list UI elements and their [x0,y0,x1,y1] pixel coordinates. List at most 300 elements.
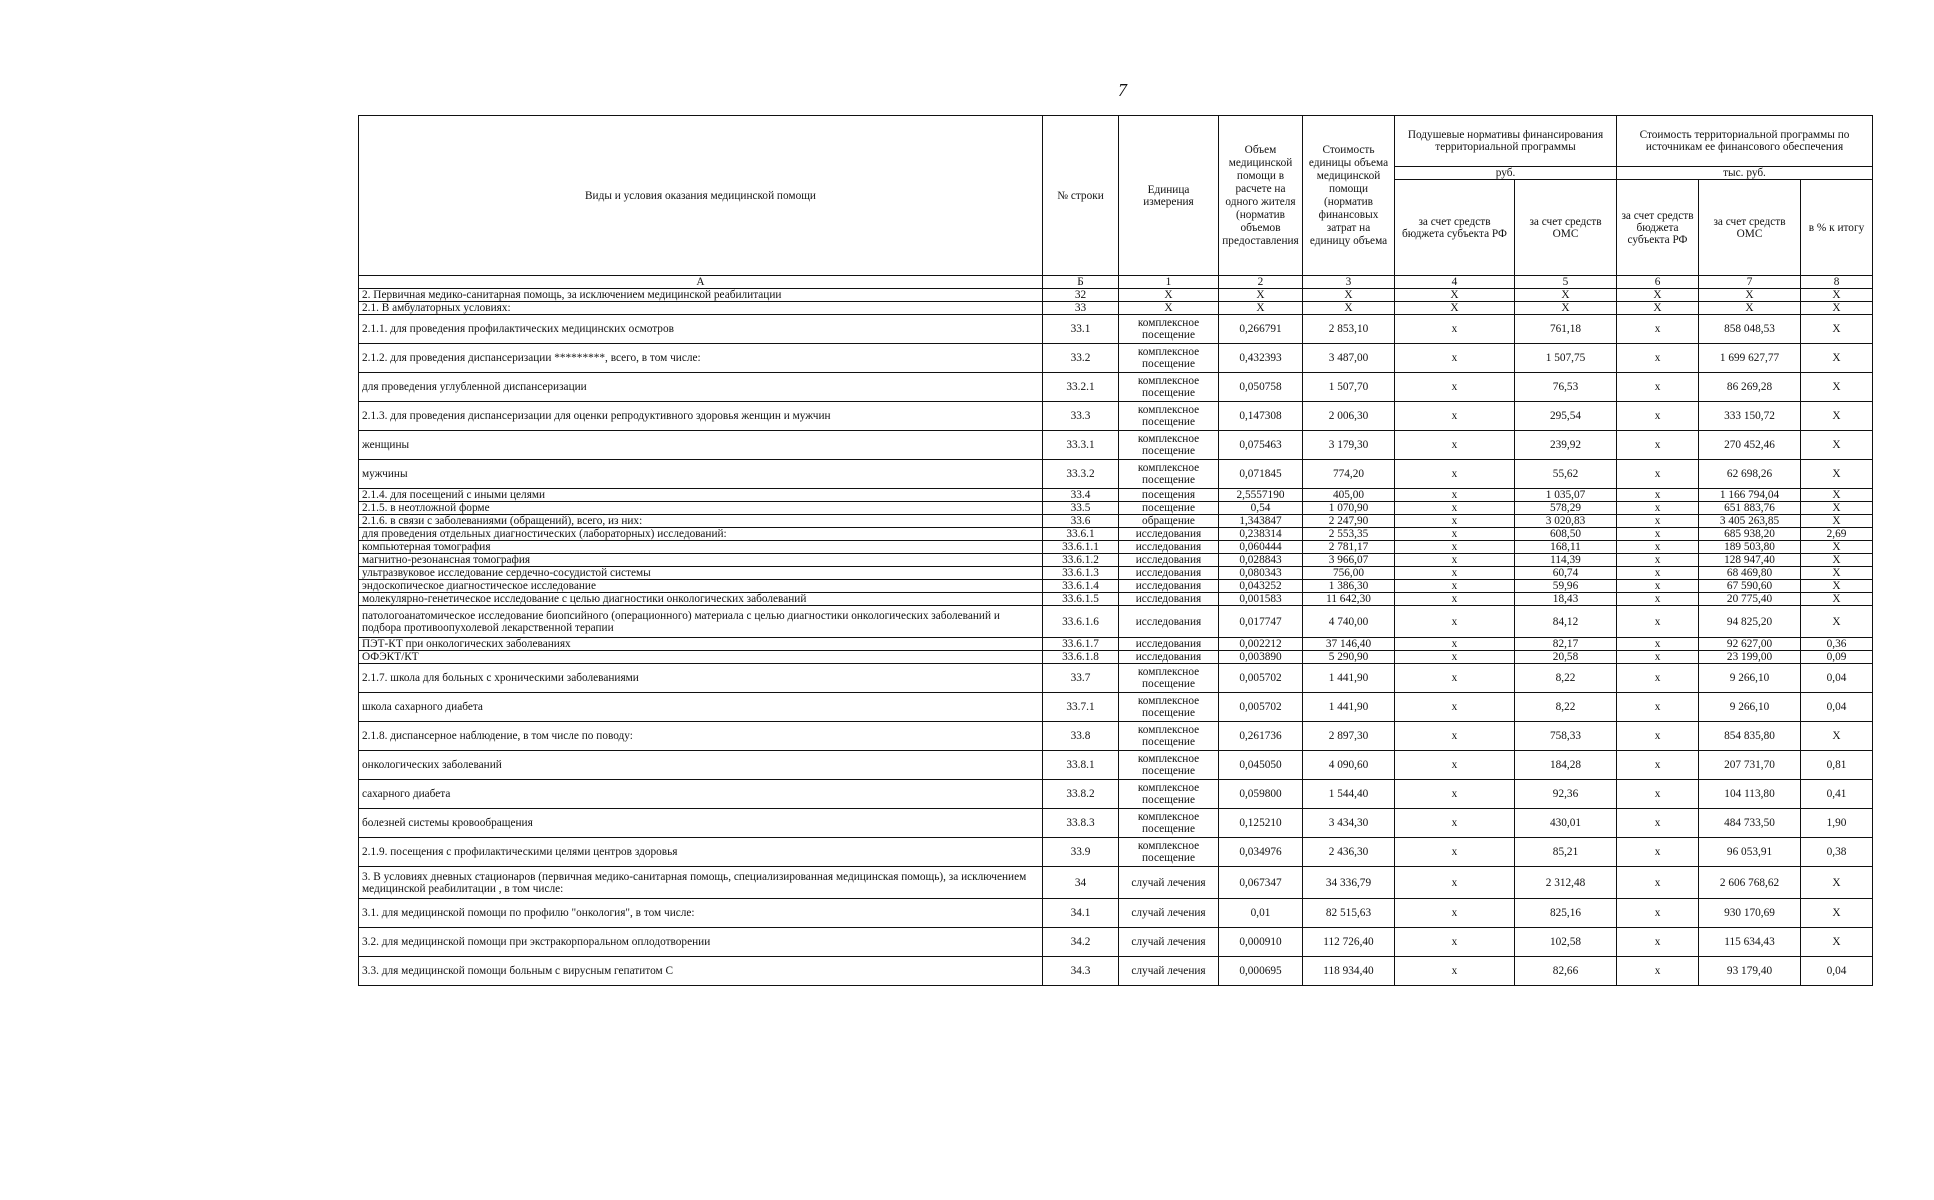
row-cost-oms: Х [1699,289,1801,302]
row-pc-budget: х [1395,567,1515,580]
row-pc-oms: 84,12 [1515,606,1617,638]
row-cost-budget: х [1617,402,1699,431]
row-cost-oms: 128 947,40 [1699,554,1801,567]
row-pc-budget: х [1395,838,1515,867]
row-cost-budget: х [1617,431,1699,460]
row-volume: Х [1219,302,1303,315]
row-volume: 0,147308 [1219,402,1303,431]
row-code: 33.7 [1043,664,1119,693]
row-volume: 0,067347 [1219,867,1303,899]
row-volume: 0,432393 [1219,344,1303,373]
row-cost-budget: х [1617,651,1699,664]
row-pct-total: 0,81 [1801,751,1873,780]
row-code: 33.8.3 [1043,809,1119,838]
row-name: 2.1.5. в неотложной форме [359,502,1043,515]
row-cost-per-unit: 2 247,90 [1303,515,1395,528]
row-name: школа сахарного диабета [359,693,1043,722]
row-cost-budget: х [1617,928,1699,957]
page-number: 7 [1118,80,1127,100]
row-cost-oms: 854 835,80 [1699,722,1801,751]
row-name: ПЭТ-КТ при онкологических заболеваниях [359,638,1043,651]
row-pc-oms: 2 312,48 [1515,867,1617,899]
row-cost-per-unit: 1 070,90 [1303,502,1395,515]
row-pc-budget: х [1395,809,1515,838]
row-code: 33.6.1.2 [1043,554,1119,567]
row-pc-oms: 18,43 [1515,593,1617,606]
header-cost-oms: за счет средств ОМС [1699,180,1801,276]
row-volume: 0,080343 [1219,567,1303,580]
column-number: 5 [1515,276,1617,289]
row-unit: комплексное посещение [1119,373,1219,402]
row-name: 2.1.6. в связи с заболеваниями (обращений), всего, из них: [359,515,1043,528]
row-volume: Х [1219,289,1303,302]
header-pc-oms: за счет средств ОМС [1515,180,1617,276]
row-cost-budget: х [1617,502,1699,515]
row-pc-oms: 758,33 [1515,722,1617,751]
row-pc-oms: 85,21 [1515,838,1617,867]
row-cost-oms: 68 469,80 [1699,567,1801,580]
row-cost-budget: х [1617,638,1699,651]
row-cost-budget: х [1617,809,1699,838]
row-cost-oms: 333 150,72 [1699,402,1801,431]
row-pct-total: 0,04 [1801,693,1873,722]
row-cost-budget: Х [1617,289,1699,302]
table-row [359,638,1873,651]
row-name: магнитно-резонансная томография [359,554,1043,567]
row-name: компьютерная томография [359,541,1043,554]
row-cost-per-unit: 4 090,60 [1303,751,1395,780]
row-pct-total: 0,36 [1801,638,1873,651]
row-unit: комплексное посещение [1119,722,1219,751]
row-pc-budget: х [1395,344,1515,373]
row-cost-budget: х [1617,780,1699,809]
row-name: онкологических заболеваний [359,751,1043,780]
row-pc-budget: х [1395,402,1515,431]
column-number: 3 [1303,276,1395,289]
table-row [359,957,1873,986]
column-number: 1 [1119,276,1219,289]
row-code: 33.3 [1043,402,1119,431]
row-pct-total: Х [1801,580,1873,593]
row-name: 3.2. для медицинской помощи при экстракорпоральном оплодотворении [359,928,1043,957]
row-unit: комплексное посещение [1119,780,1219,809]
table-row [359,302,1873,315]
row-pct-total: Х [1801,289,1873,302]
table-row [359,315,1873,344]
table-row [359,528,1873,541]
row-name: для проведения отдельных диагностических (лабораторных) исследований: [359,528,1043,541]
row-name: сахарного диабета [359,780,1043,809]
row-pct-total: Х [1801,302,1873,315]
table-row [359,515,1873,528]
row-cost-per-unit: 112 726,40 [1303,928,1395,957]
row-unit: случай лечения [1119,899,1219,928]
row-cost-budget: х [1617,373,1699,402]
row-pc-budget: х [1395,541,1515,554]
row-cost-per-unit: 4 740,00 [1303,606,1395,638]
column-number: А [359,276,1043,289]
row-pc-budget: х [1395,593,1515,606]
row-cost-oms: 1 699 627,77 [1699,344,1801,373]
row-pc-oms: 184,28 [1515,751,1617,780]
table-row [359,867,1873,899]
row-pct-total: Х [1801,489,1873,502]
row-cost-oms: 67 590,60 [1699,580,1801,593]
row-cost-budget: х [1617,528,1699,541]
row-pct-total: Х [1801,593,1873,606]
table-header [359,116,1873,289]
row-pc-oms: 20,58 [1515,651,1617,664]
row-volume: 0,266791 [1219,315,1303,344]
row-cost-per-unit: 34 336,79 [1303,867,1395,899]
row-cost-budget: х [1617,593,1699,606]
row-pc-budget: Х [1395,289,1515,302]
table-row [359,722,1873,751]
row-cost-oms: 94 825,20 [1699,606,1801,638]
row-pct-total: Х [1801,502,1873,515]
header-pc-budget: за счет средств бюджета субъекта РФ [1395,180,1515,276]
row-pct-total: Х [1801,899,1873,928]
row-unit: исследования [1119,651,1219,664]
row-cost-budget: х [1617,515,1699,528]
row-cost-budget: х [1617,957,1699,986]
row-cost-budget: х [1617,541,1699,554]
header-name: Виды и условия оказания медицинской помощи [359,116,1043,276]
row-pc-budget: х [1395,606,1515,638]
row-cost-per-unit: Х [1303,302,1395,315]
row-cost-budget: х [1617,554,1699,567]
column-number: 8 [1801,276,1873,289]
column-number: Б [1043,276,1119,289]
row-unit: комплексное посещение [1119,664,1219,693]
row-cost-oms: 270 452,46 [1699,431,1801,460]
header-row-no: № строки [1043,116,1119,276]
row-cost-oms: 685 938,20 [1699,528,1801,541]
header-pct-total: в % к итогу [1801,180,1873,276]
row-pct-total: Х [1801,431,1873,460]
row-pc-budget: х [1395,515,1515,528]
row-cost-per-unit: 2 006,30 [1303,402,1395,431]
row-cost-budget: х [1617,722,1699,751]
row-cost-budget: х [1617,867,1699,899]
row-pc-budget: х [1395,722,1515,751]
row-code: 33.3.1 [1043,431,1119,460]
row-unit: исследования [1119,593,1219,606]
row-cost-oms: 23 199,00 [1699,651,1801,664]
row-pc-oms: 1 507,75 [1515,344,1617,373]
row-unit: комплексное посещение [1119,402,1219,431]
row-pc-oms: 8,22 [1515,693,1617,722]
row-pct-total: 1,90 [1801,809,1873,838]
row-code: 33.6.1.6 [1043,606,1119,638]
row-pc-oms: 8,22 [1515,664,1617,693]
row-pct-total: Х [1801,867,1873,899]
row-volume: 0,54 [1219,502,1303,515]
table-row [359,289,1873,302]
header-per-capita-group: Подушевые нормативы финансирования территориальной программы [1395,116,1617,167]
table-row [359,751,1873,780]
row-unit: Х [1119,302,1219,315]
row-cost-oms: 3 405 263,85 [1699,515,1801,528]
row-pct-total: Х [1801,460,1873,489]
row-name: 2.1.2. для проведения диспансеризации *********, всего, в том числе: [359,344,1043,373]
row-pct-total: Х [1801,541,1873,554]
row-pc-budget: х [1395,638,1515,651]
row-cost-per-unit: 37 146,40 [1303,638,1395,651]
row-pc-oms: 59,96 [1515,580,1617,593]
row-cost-oms: 93 179,40 [1699,957,1801,986]
row-code: 33.1 [1043,315,1119,344]
column-number: 4 [1395,276,1515,289]
row-unit: исследования [1119,541,1219,554]
row-cost-oms: 2 606 768,62 [1699,867,1801,899]
row-pc-oms: 608,50 [1515,528,1617,541]
row-cost-budget: х [1617,664,1699,693]
row-cost-per-unit: 1 544,40 [1303,780,1395,809]
row-volume: 0,001583 [1219,593,1303,606]
row-volume: 0,028843 [1219,554,1303,567]
row-pc-budget: х [1395,693,1515,722]
row-cost-per-unit: 1 441,90 [1303,664,1395,693]
row-name: 3.1. для медицинской помощи по профилю "онкология", в том числе: [359,899,1043,928]
row-pc-budget: х [1395,957,1515,986]
row-cost-per-unit: Х [1303,289,1395,302]
row-cost-oms: 930 170,69 [1699,899,1801,928]
row-code: 34.3 [1043,957,1119,986]
row-name: патологоанатомическое исследование биопсийного (операционного) материала с целью диагностики онкологических заболеваний и подбора противоопухолевой лекарственной терапии [359,606,1043,638]
row-code: 33.8.2 [1043,780,1119,809]
row-pc-oms: 55,62 [1515,460,1617,489]
row-pc-budget: х [1395,780,1515,809]
row-pc-oms: 82,66 [1515,957,1617,986]
table-row [359,580,1873,593]
table-row [359,838,1873,867]
row-cost-budget: х [1617,693,1699,722]
row-cost-oms: Х [1699,302,1801,315]
table-row [359,502,1873,515]
row-name: болезней системы кровообращения [359,809,1043,838]
row-code: 33.7.1 [1043,693,1119,722]
row-unit: исследования [1119,554,1219,567]
row-pc-budget: х [1395,751,1515,780]
row-name: 2.1.3. для проведения диспансеризации для оценки репродуктивного здоровья женщин и мужчин [359,402,1043,431]
row-cost-oms: 484 733,50 [1699,809,1801,838]
row-pc-oms: 92,36 [1515,780,1617,809]
row-pct-total: 0,09 [1801,651,1873,664]
row-name: 2.1. В амбулаторных условиях: [359,302,1043,315]
row-pc-budget: х [1395,431,1515,460]
row-cost-oms: 92 627,00 [1699,638,1801,651]
row-name: ОФЭКТ/КТ [359,651,1043,664]
table-row [359,344,1873,373]
row-volume: 0,050758 [1219,373,1303,402]
row-volume: 0,000910 [1219,928,1303,957]
table-row [359,809,1873,838]
row-pc-budget: х [1395,502,1515,515]
row-pc-budget: х [1395,899,1515,928]
row-name: 2.1.4. для посещений с иными целями [359,489,1043,502]
row-cost-per-unit: 774,20 [1303,460,1395,489]
row-unit: случай лечения [1119,867,1219,899]
column-number: 2 [1219,276,1303,289]
row-unit: исследования [1119,638,1219,651]
row-cost-budget: х [1617,489,1699,502]
row-unit: комплексное посещение [1119,838,1219,867]
row-volume: 0,238314 [1219,528,1303,541]
row-volume: 0,034976 [1219,838,1303,867]
row-code: 33.3.2 [1043,460,1119,489]
row-volume: 0,071845 [1219,460,1303,489]
row-volume: 0,059800 [1219,780,1303,809]
column-number-row [359,276,1873,289]
row-unit: исследования [1119,528,1219,541]
table-row [359,554,1873,567]
row-pc-oms: 60,74 [1515,567,1617,580]
row-unit: случай лечения [1119,928,1219,957]
row-code: 33.6 [1043,515,1119,528]
row-cost-per-unit: 3 179,30 [1303,431,1395,460]
row-cost-per-unit: 1 441,90 [1303,693,1395,722]
row-pc-oms: 168,11 [1515,541,1617,554]
table-row [359,651,1873,664]
row-code: 33.6.1.3 [1043,567,1119,580]
row-unit: комплексное посещение [1119,315,1219,344]
row-cost-per-unit: 82 515,63 [1303,899,1395,928]
row-name: 2. Первичная медико-санитарная помощь, за исключением медицинской реабилитации [359,289,1043,302]
row-volume: 0,002212 [1219,638,1303,651]
row-pc-oms: 1 035,07 [1515,489,1617,502]
table-row [359,606,1873,638]
row-cost-per-unit: 2 897,30 [1303,722,1395,751]
row-cost-per-unit: 405,00 [1303,489,1395,502]
table-row [359,402,1873,431]
row-cost-oms: 62 698,26 [1699,460,1801,489]
header-cost-budget: за счет средств бюджета субъекта РФ [1617,180,1699,276]
row-cost-budget: х [1617,899,1699,928]
header-per-capita-unit: руб. [1395,167,1617,180]
row-pc-oms: 102,58 [1515,928,1617,957]
row-code: 33.4 [1043,489,1119,502]
table-row [359,541,1873,554]
row-pct-total: 0,04 [1801,664,1873,693]
row-volume: 0,017747 [1219,606,1303,638]
row-code: 33.9 [1043,838,1119,867]
row-cost-per-unit: 756,00 [1303,567,1395,580]
row-cost-per-unit: 2 553,35 [1303,528,1395,541]
row-cost-budget: х [1617,838,1699,867]
table-row [359,928,1873,957]
row-volume: 0,043252 [1219,580,1303,593]
row-cost-oms: 86 269,28 [1699,373,1801,402]
table-row [359,664,1873,693]
row-name: 2.1.1. для проведения профилактических медицинских осмотров [359,315,1043,344]
row-unit: комплексное посещение [1119,431,1219,460]
row-pc-budget: х [1395,489,1515,502]
row-pc-budget: х [1395,928,1515,957]
table-row [359,431,1873,460]
row-name: 2.1.7. школа для больных с хроническими заболеваниями [359,664,1043,693]
row-cost-oms: 189 503,80 [1699,541,1801,554]
row-name: эндоскопическое диагностическое исследование [359,580,1043,593]
header-cost-group: Стоимость территориальной программы по источникам ее финансового обеспечения [1617,116,1873,167]
row-pc-oms: 430,01 [1515,809,1617,838]
row-cost-per-unit: 2 781,17 [1303,541,1395,554]
row-pc-oms: 295,54 [1515,402,1617,431]
row-pc-oms: 761,18 [1515,315,1617,344]
row-pc-budget: х [1395,528,1515,541]
table-body [359,289,1873,986]
table-row [359,567,1873,580]
row-cost-budget: х [1617,751,1699,780]
row-unit: исследования [1119,606,1219,638]
table-row [359,899,1873,928]
row-name: ультразвуковое исследование сердечно-сосудистой системы [359,567,1043,580]
row-pc-oms: 76,53 [1515,373,1617,402]
row-unit: комплексное посещение [1119,751,1219,780]
row-pct-total: Х [1801,554,1873,567]
row-cost-per-unit: 3 966,07 [1303,554,1395,567]
row-cost-per-unit: 5 290,90 [1303,651,1395,664]
row-name: молекулярно-генетическое исследование с целью диагностики онкологических заболеваний [359,593,1043,606]
row-code: 33.6.1.1 [1043,541,1119,554]
row-code: 33.5 [1043,502,1119,515]
row-unit: посещения [1119,489,1219,502]
row-cost-oms: 9 266,10 [1699,664,1801,693]
row-volume: 0,075463 [1219,431,1303,460]
row-pct-total: 0,38 [1801,838,1873,867]
row-volume: 2,5557190 [1219,489,1303,502]
row-pc-budget: х [1395,315,1515,344]
row-code: 33.6.1.5 [1043,593,1119,606]
row-volume: 0,005702 [1219,664,1303,693]
row-pc-oms: 825,16 [1515,899,1617,928]
row-code: 33.8 [1043,722,1119,751]
row-pct-total: Х [1801,606,1873,638]
row-name: мужчины [359,460,1043,489]
row-cost-budget: х [1617,344,1699,373]
row-code: 33 [1043,302,1119,315]
row-pct-total: 2,69 [1801,528,1873,541]
header-cost-per-unit: Стоимость единицы объема медицинской помощи (норматив финансовых затрат на единицу объема [1303,116,1395,276]
row-cost-oms: 104 113,80 [1699,780,1801,809]
row-name: 3. В условиях дневных стационаров (первичная медико-санитарная помощь, специализированная медицинская помощь), за исключением медицинской реабилитации , в том числе: [359,867,1043,899]
row-cost-oms: 651 883,76 [1699,502,1801,515]
column-number: 6 [1617,276,1699,289]
row-pct-total: Х [1801,567,1873,580]
row-cost-oms: 207 731,70 [1699,751,1801,780]
row-pct-total: Х [1801,344,1873,373]
row-cost-budget: х [1617,315,1699,344]
table-row [359,489,1873,502]
row-pc-oms: 114,39 [1515,554,1617,567]
row-name: женщины [359,431,1043,460]
row-pct-total: 0,04 [1801,957,1873,986]
row-unit: исследования [1119,580,1219,593]
row-pct-total: Х [1801,373,1873,402]
row-cost-oms: 858 048,53 [1699,315,1801,344]
row-volume: 0,125210 [1219,809,1303,838]
row-cost-budget: х [1617,580,1699,593]
row-code: 34.2 [1043,928,1119,957]
row-volume: 0,060444 [1219,541,1303,554]
row-pc-budget: Х [1395,302,1515,315]
row-code: 34.1 [1043,899,1119,928]
row-cost-per-unit: 1 507,70 [1303,373,1395,402]
row-code: 33.6.1.7 [1043,638,1119,651]
row-volume: 0,045050 [1219,751,1303,780]
row-cost-oms: 20 775,40 [1699,593,1801,606]
row-unit: посещение [1119,502,1219,515]
